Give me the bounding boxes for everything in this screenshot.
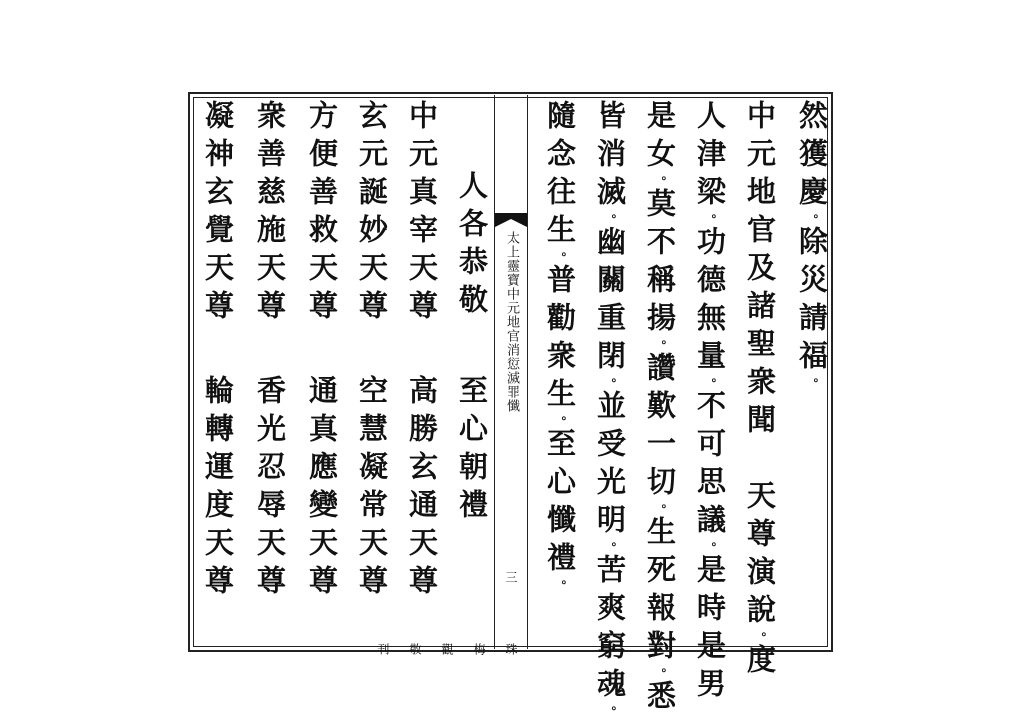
deity-name-lower: 空慧凝常天尊 [355,375,389,603]
band-title: 太上靈寶中元地官消愆滅罪懺 [504,231,519,413]
fishtail-mark-icon [495,213,527,227]
text-column-1: 然獲慶。除災請福。 [795,100,829,390]
invocation-top: 人各恭敬 [455,170,489,322]
deity-name-upper: 衆善慈施天尊 [253,100,287,328]
deity-name-lower: 高勝玄通天尊 [405,375,439,603]
text-column-6: 隨念往生。普勸衆生。至心懺禮。 [543,100,577,592]
text-column-2: 中元地官及諸聖衆聞 天尊演說。度 [743,100,777,682]
deity-name-upper: 凝神玄覺天尊 [201,100,235,328]
deity-name-upper: 方便善救天尊 [305,100,339,328]
page-number: 三 [504,571,518,583]
deity-name-upper: 玄元誕妙天尊 [355,100,389,328]
text-column-5: 皆消滅。幽關重閉。並受光明。苦爽窮魂。 [593,100,627,718]
text-column-3: 人津梁。功德無量。不可思議。是時是男 [693,100,727,706]
deity-name-lower: 通真應變天尊 [305,375,339,603]
deity-name-lower: 輪轉運度天尊 [201,375,235,603]
publisher-imprint: 珠梅觀敬刊 [376,643,518,656]
text-column-4: 是女。莫不稱揚。讚歎一切。生死報對。悉 [643,100,677,718]
deity-name-upper: 中元真宰天尊 [405,100,439,328]
invocation-bottom: 至心朝禮 [455,375,489,527]
deity-name-lower: 香光忍辱天尊 [253,375,287,603]
